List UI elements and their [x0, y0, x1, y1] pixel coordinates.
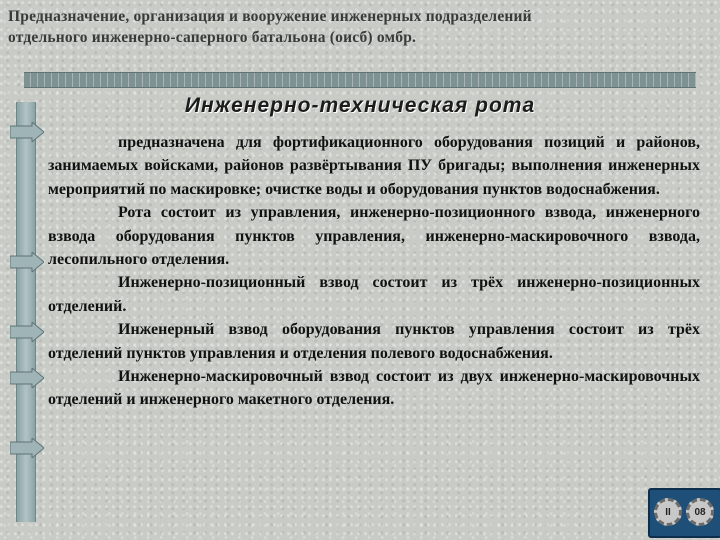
header-line-2: отдельного инженерно-саперного батальона (оисб) омбр.	[8, 29, 417, 46]
body-text	[48, 131, 700, 412]
paragraph: Инженерно-маскировочный взвод состоит из двух инженерно-маскировочных отделений и инженерного макетного отделения.	[48, 368, 700, 409]
arrow-bullet-icon	[10, 122, 44, 142]
left-decorative-bar	[16, 102, 36, 522]
header-divider	[24, 72, 696, 88]
arrow-bullet-icon	[10, 322, 44, 342]
arrow-bullet-icon	[10, 438, 44, 458]
arrow-bullet-icon	[10, 368, 44, 388]
paragraph: Инженерный взвод оборудования пунктов управления состоит из трёх отделений пунктов управления и отделения полевого водоснабжения.	[48, 321, 700, 362]
paragraph: Рота состоит из управления, инженерно-позиционного взвода, инженерного взвода оборудования пунктов управления, инженерно-маскировочного взвода, лесопильного отделения.	[48, 204, 700, 269]
gear-icon: II	[654, 498, 682, 526]
gear-icon: 08	[686, 498, 714, 526]
header-line-1: Предназначение, организация и вооружение инженерных подразделений	[8, 8, 532, 25]
logo	[648, 488, 720, 538]
paragraph: Инженерно-позиционный взвод состоит из трёх инженерно-позиционных отделений.	[48, 274, 700, 315]
section-title: Инженерно-техническая рота	[184, 94, 536, 117]
paragraph: предназначена для фортификационного оборудования позиций и районов, занимаемых войсками, районов развёртывания ПУ бригады; выполнения инженерных мероприятий по маскировке; очистке воды и оборудования пунктов водоснабжения.	[48, 134, 700, 198]
slide-header	[8, 6, 712, 48]
arrow-bullet-icon	[10, 252, 44, 272]
